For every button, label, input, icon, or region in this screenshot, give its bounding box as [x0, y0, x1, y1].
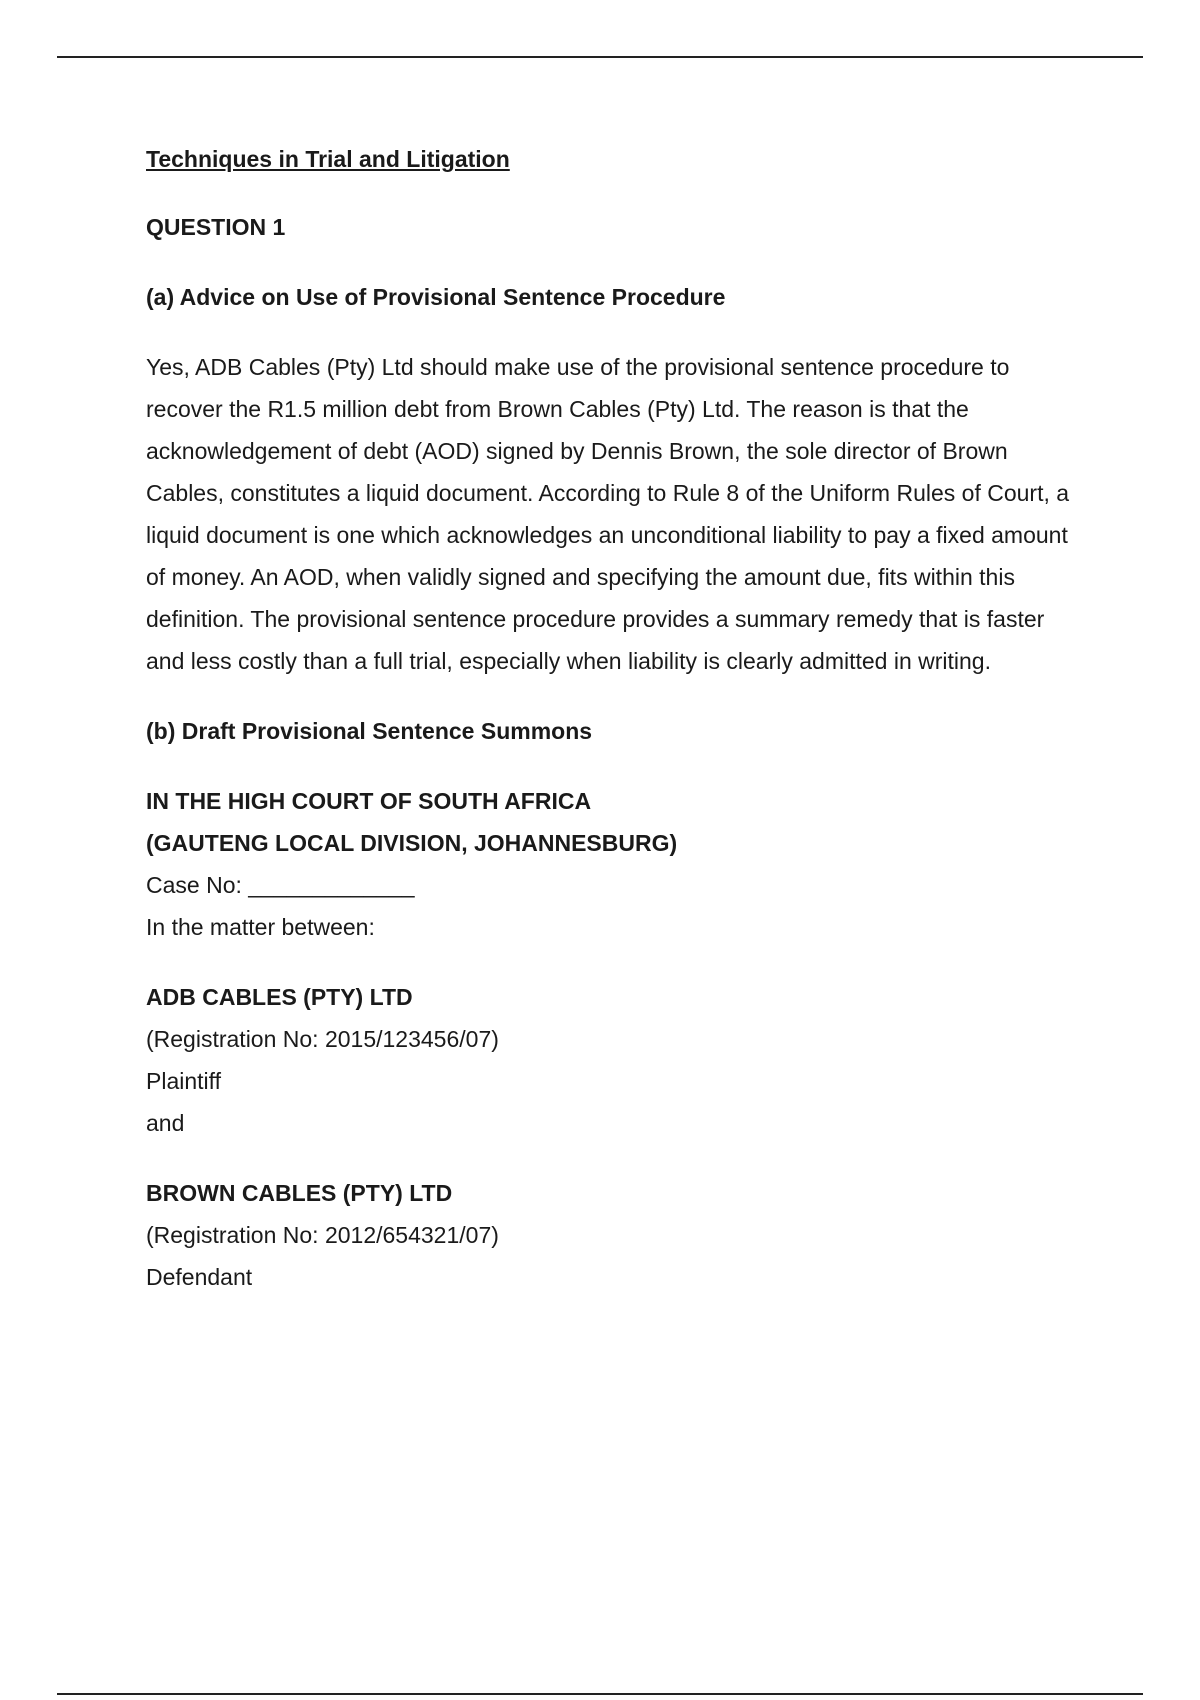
case-number: Case No: _____________ — [146, 872, 415, 898]
court-division: (GAUTENG LOCAL DIVISION, JOHANNESBURG) — [146, 830, 678, 856]
plaintiff-name: ADB CABLES (PTY) LTD — [146, 984, 413, 1010]
bottom-rule — [57, 1693, 1143, 1695]
defendant-name: BROWN CABLES (PTY) LTD — [146, 1180, 453, 1206]
plaintiff-block — [146, 976, 1076, 1102]
defendant-registration: (Registration No: 2012/654321/07) — [146, 1222, 499, 1248]
document-title: Techniques in Trial and Litigation — [146, 146, 510, 172]
and-separator: and — [146, 1110, 185, 1136]
court-header — [146, 780, 1076, 906]
part-a-heading: (a) Advice on Use of Provisional Sentence Procedure — [146, 284, 726, 310]
top-rule — [57, 56, 1143, 58]
part-b-heading: (b) Draft Provisional Sentence Summons — [146, 718, 593, 744]
plaintiff-registration: (Registration No: 2015/123456/07) — [146, 1026, 499, 1052]
question-heading: QUESTION 1 — [146, 214, 286, 240]
plaintiff-role: Plaintiff — [146, 1068, 222, 1094]
defendant-role: Defendant — [146, 1264, 253, 1290]
court-name: IN THE HIGH COURT OF SOUTH AFRICA — [146, 788, 592, 814]
defendant-block — [146, 1172, 1076, 1298]
document-body — [146, 138, 1076, 1298]
matter-between: In the matter between: — [146, 914, 375, 940]
part-a-paragraph: Yes, ADB Cables (Pty) Ltd should make use of the provisional sentence procedure to recover the R1.5 million debt from Brown Cables (Pty) Ltd. The reason is that the acknowledgement of debt (AOD) signed by Dennis Brown, the sole director of Brown Cables, constitutes a liquid document. According to Rule 8 of the Uniform Rules of Court, a liquid document is one which acknowledges an unconditional liability to pay a fixed amount of money. An AOD, when validly signed and specifying the amount due, fits within this definition. The provisional sentence procedure provides a summary remedy that is faster and less costly than a full trial, especially when liability is clearly admitted in writing. — [146, 354, 1070, 674]
